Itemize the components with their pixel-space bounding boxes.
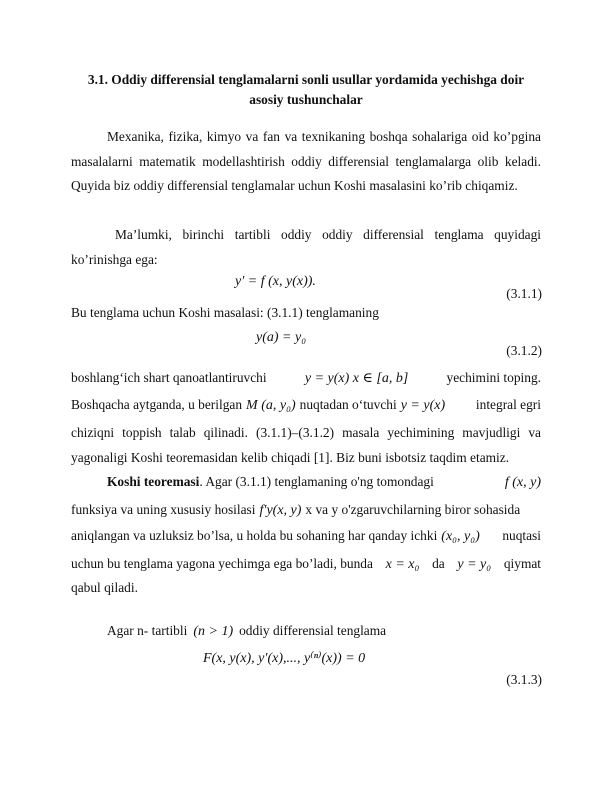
paragraph-first-order: Ma’lumki, birinchi tartibli oddiy oddiy differensial tenglama quyidagi ko’rinishga ega: xyxy=(71,227,541,267)
math-partial-derivative: f′y(x, y) xyxy=(259,503,302,518)
equation-number-3-1-2: (3.1.2) xyxy=(506,343,542,358)
equation-3-1-2: y(a) = y₀ xyxy=(256,330,307,345)
math-x-equals-x0: x = x₀ xyxy=(385,557,420,572)
equation-3-1-3: F(x, y(x), y′(x),..., y⁽ⁿ⁾(x)) = 0 xyxy=(203,651,366,666)
text-line-partial-derivative xyxy=(71,502,541,519)
paragraph-takes-value: qabul qiladi. xyxy=(71,580,138,595)
math-y-equals-y0: y = y₀ xyxy=(457,557,492,572)
math-point-M: M (a, y₀) xyxy=(246,398,296,413)
text-fragment: nuqtasi xyxy=(502,528,541,543)
equation-3-1-1: y′ = f (x, y(x)). xyxy=(235,274,316,289)
math-function-f: f (x, y) xyxy=(504,475,541,490)
text-fragment: oddiy differensial tenglama xyxy=(239,623,387,638)
equation-number-3-1-1: (3.1.1) xyxy=(506,286,542,301)
text-line-integral-curve xyxy=(71,397,541,414)
text-fragment: aniqlangan va uzluksiz bo’lsa, u holda bu sohaning har qanday ichki xyxy=(71,528,438,543)
text-fragment: integral egri xyxy=(475,397,541,412)
text-fragment: yechimini toping. xyxy=(446,370,541,385)
math-curve: y = y(x) xyxy=(400,398,446,413)
math-solution-interval: y = y(x) x ∈ [a, b] xyxy=(304,371,409,386)
text-line-initial-condition xyxy=(71,370,541,387)
section-title: 3.1. Oddiy differensial tenglamalarni sonli usullar yordamida yechishga doir asosiy tushunchalar xyxy=(87,72,525,107)
text-fragment: uchun bu tenglama yagona yechimga ega bo’ladi, bunda xyxy=(71,556,373,571)
text-line-nth-order xyxy=(71,623,541,640)
text-fragment: Boshqacha aytganda, u berilgan xyxy=(71,397,243,412)
text-fragment: x va y o'zgaruvchilarning biror sohasida xyxy=(305,502,521,517)
text-fragment: da xyxy=(432,556,445,571)
math-interior-point: (x₀, y₀) xyxy=(441,529,480,544)
text-line-unique-solution xyxy=(71,556,541,573)
text-fragment: nuqtadan o‘tuvchi xyxy=(299,397,397,412)
equation-number-3-1-3: (3.1.3) xyxy=(506,672,542,687)
text-fragment: funksiya va uning xususiy hosilasi xyxy=(71,502,256,517)
paragraph-intro: Mexanika, fizika, kimyo va fan va texnikaning boshqa sohalariga oid ko’pgina masalalarni matematik modellashtirish oddiy differensial tenglamalarga olib keladi. Quyida biz oddiy differensial tenglamalar uchun Koshi masalasini ko’rib chiqamiz. xyxy=(71,129,541,193)
text-fragment: Agar n- tartibli xyxy=(107,623,188,638)
theorem-heading: Koshi teoremasi xyxy=(107,474,200,489)
text-line-domain xyxy=(71,528,541,545)
text-fragment: . Agar (3.1.1) tenglamaning o'ng tomondagi xyxy=(199,474,434,489)
text-line-theorem xyxy=(71,474,541,491)
math-n-greater-1: (n > 1) xyxy=(193,624,234,639)
paragraph-existence: chiziqni toppish talab qilinadi. (3.1.1)–(3.1.2) masala yechimining mavjudligi va yagonaligi Koshi teoremasidan kelib chiqadi [1]. Biz buni isbotsiz taqdim etamiz. xyxy=(71,425,541,465)
text-fragment: boshlang‘ich shart qanoatlantiruvchi xyxy=(71,370,267,385)
paragraph-cauchy-problem: Bu tenglama uchun Koshi masalasi: (3.1.1) tenglamaning xyxy=(71,305,379,320)
text-fragment: qiymat xyxy=(503,556,542,571)
